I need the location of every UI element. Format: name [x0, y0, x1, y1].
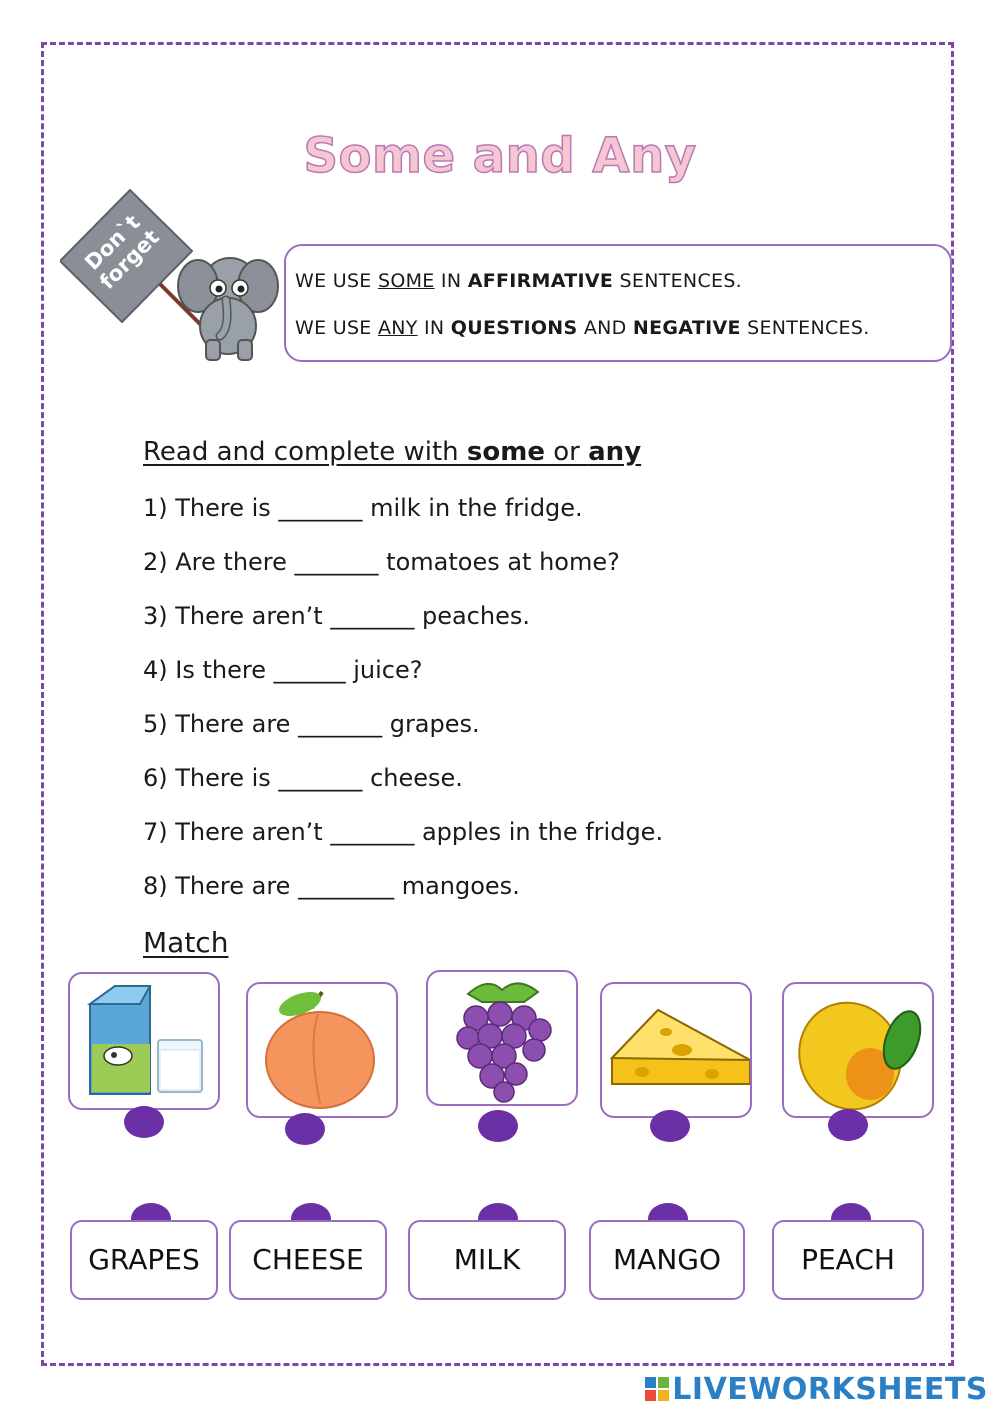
elephant-icon — [178, 258, 278, 360]
page-title: Some and Any — [303, 128, 697, 184]
word-peach[interactable]: PEACH — [772, 1220, 924, 1300]
sentence-1[interactable]: 1) There is _______ milk in the fridge. — [143, 494, 583, 522]
picture-card-mango — [782, 982, 934, 1118]
instruction-text: Read and complete with — [143, 437, 467, 467]
picture-card-cheese — [600, 982, 752, 1118]
picture-card-grapes — [426, 970, 578, 1106]
instruction-heading — [143, 437, 641, 467]
match-dot-picture-1[interactable] — [124, 1106, 164, 1138]
instruction-some: some — [466, 437, 545, 467]
word-mango[interactable]: MANGO — [589, 1220, 745, 1300]
rule-bold-affirmative: AFFIRMATIVE — [467, 270, 614, 292]
liveworksheets-logo — [645, 1372, 988, 1407]
rule-any — [295, 317, 870, 339]
picture-card-milk — [68, 972, 220, 1110]
sentence-4[interactable]: 4) Is there ______ juice? — [143, 656, 423, 684]
sentence-7[interactable]: 7) There aren’t _______ apples in the fridge. — [143, 818, 664, 846]
rule-text: SENTENCES. — [740, 317, 870, 339]
instruction-any: any — [588, 437, 642, 467]
rule-text: AND — [577, 317, 633, 339]
sentence-2[interactable]: 2) Are there _______ tomatoes at home? — [143, 548, 620, 576]
sentence-3[interactable]: 3) There aren’t _______ peaches. — [143, 602, 530, 630]
sentence-5[interactable]: 5) There are _______ grapes. — [143, 710, 480, 738]
rule-text: IN — [434, 270, 468, 292]
rule-text: IN — [417, 317, 451, 339]
sign-text: Don`t forget — [80, 210, 164, 294]
peach-icon — [248, 984, 396, 1116]
cheese-icon — [602, 984, 750, 1116]
word-grapes[interactable]: GRAPES — [70, 1220, 218, 1300]
match-dot-picture-4[interactable] — [650, 1110, 690, 1142]
footer-brand-text: LIVEWORKSHEETS — [672, 1372, 988, 1407]
match-dot-picture-5[interactable] — [828, 1109, 868, 1141]
milk-icon — [70, 974, 218, 1108]
match-dot-picture-3[interactable] — [478, 1110, 518, 1142]
instruction-text: or — [545, 437, 589, 467]
rule-text: WE USE — [295, 317, 378, 339]
sentence-6[interactable]: 6) There is _______ cheese. — [143, 764, 463, 792]
rule-keyword-some: SOME — [377, 270, 435, 292]
sentence-8[interactable]: 8) There are ________ mangoes. — [143, 872, 520, 900]
liveworksheets-icon — [645, 1377, 669, 1401]
match-dot-picture-2[interactable] — [285, 1113, 325, 1145]
word-milk[interactable]: MILK — [408, 1220, 566, 1300]
rule-bold-questions: QUESTIONS — [450, 317, 578, 339]
grapes-icon — [428, 972, 576, 1104]
mango-icon — [784, 984, 932, 1116]
rule-some — [295, 270, 742, 292]
rule-box — [284, 244, 952, 362]
rule-text: SENTENCES. — [613, 270, 743, 292]
rule-bold-negative: NEGATIVE — [632, 317, 741, 339]
rule-keyword-any: ANY — [377, 317, 418, 339]
match-heading: Match — [143, 926, 229, 959]
rule-text: WE USE — [295, 270, 378, 292]
word-cheese[interactable]: CHEESE — [229, 1220, 387, 1300]
picture-card-peach — [246, 982, 398, 1118]
